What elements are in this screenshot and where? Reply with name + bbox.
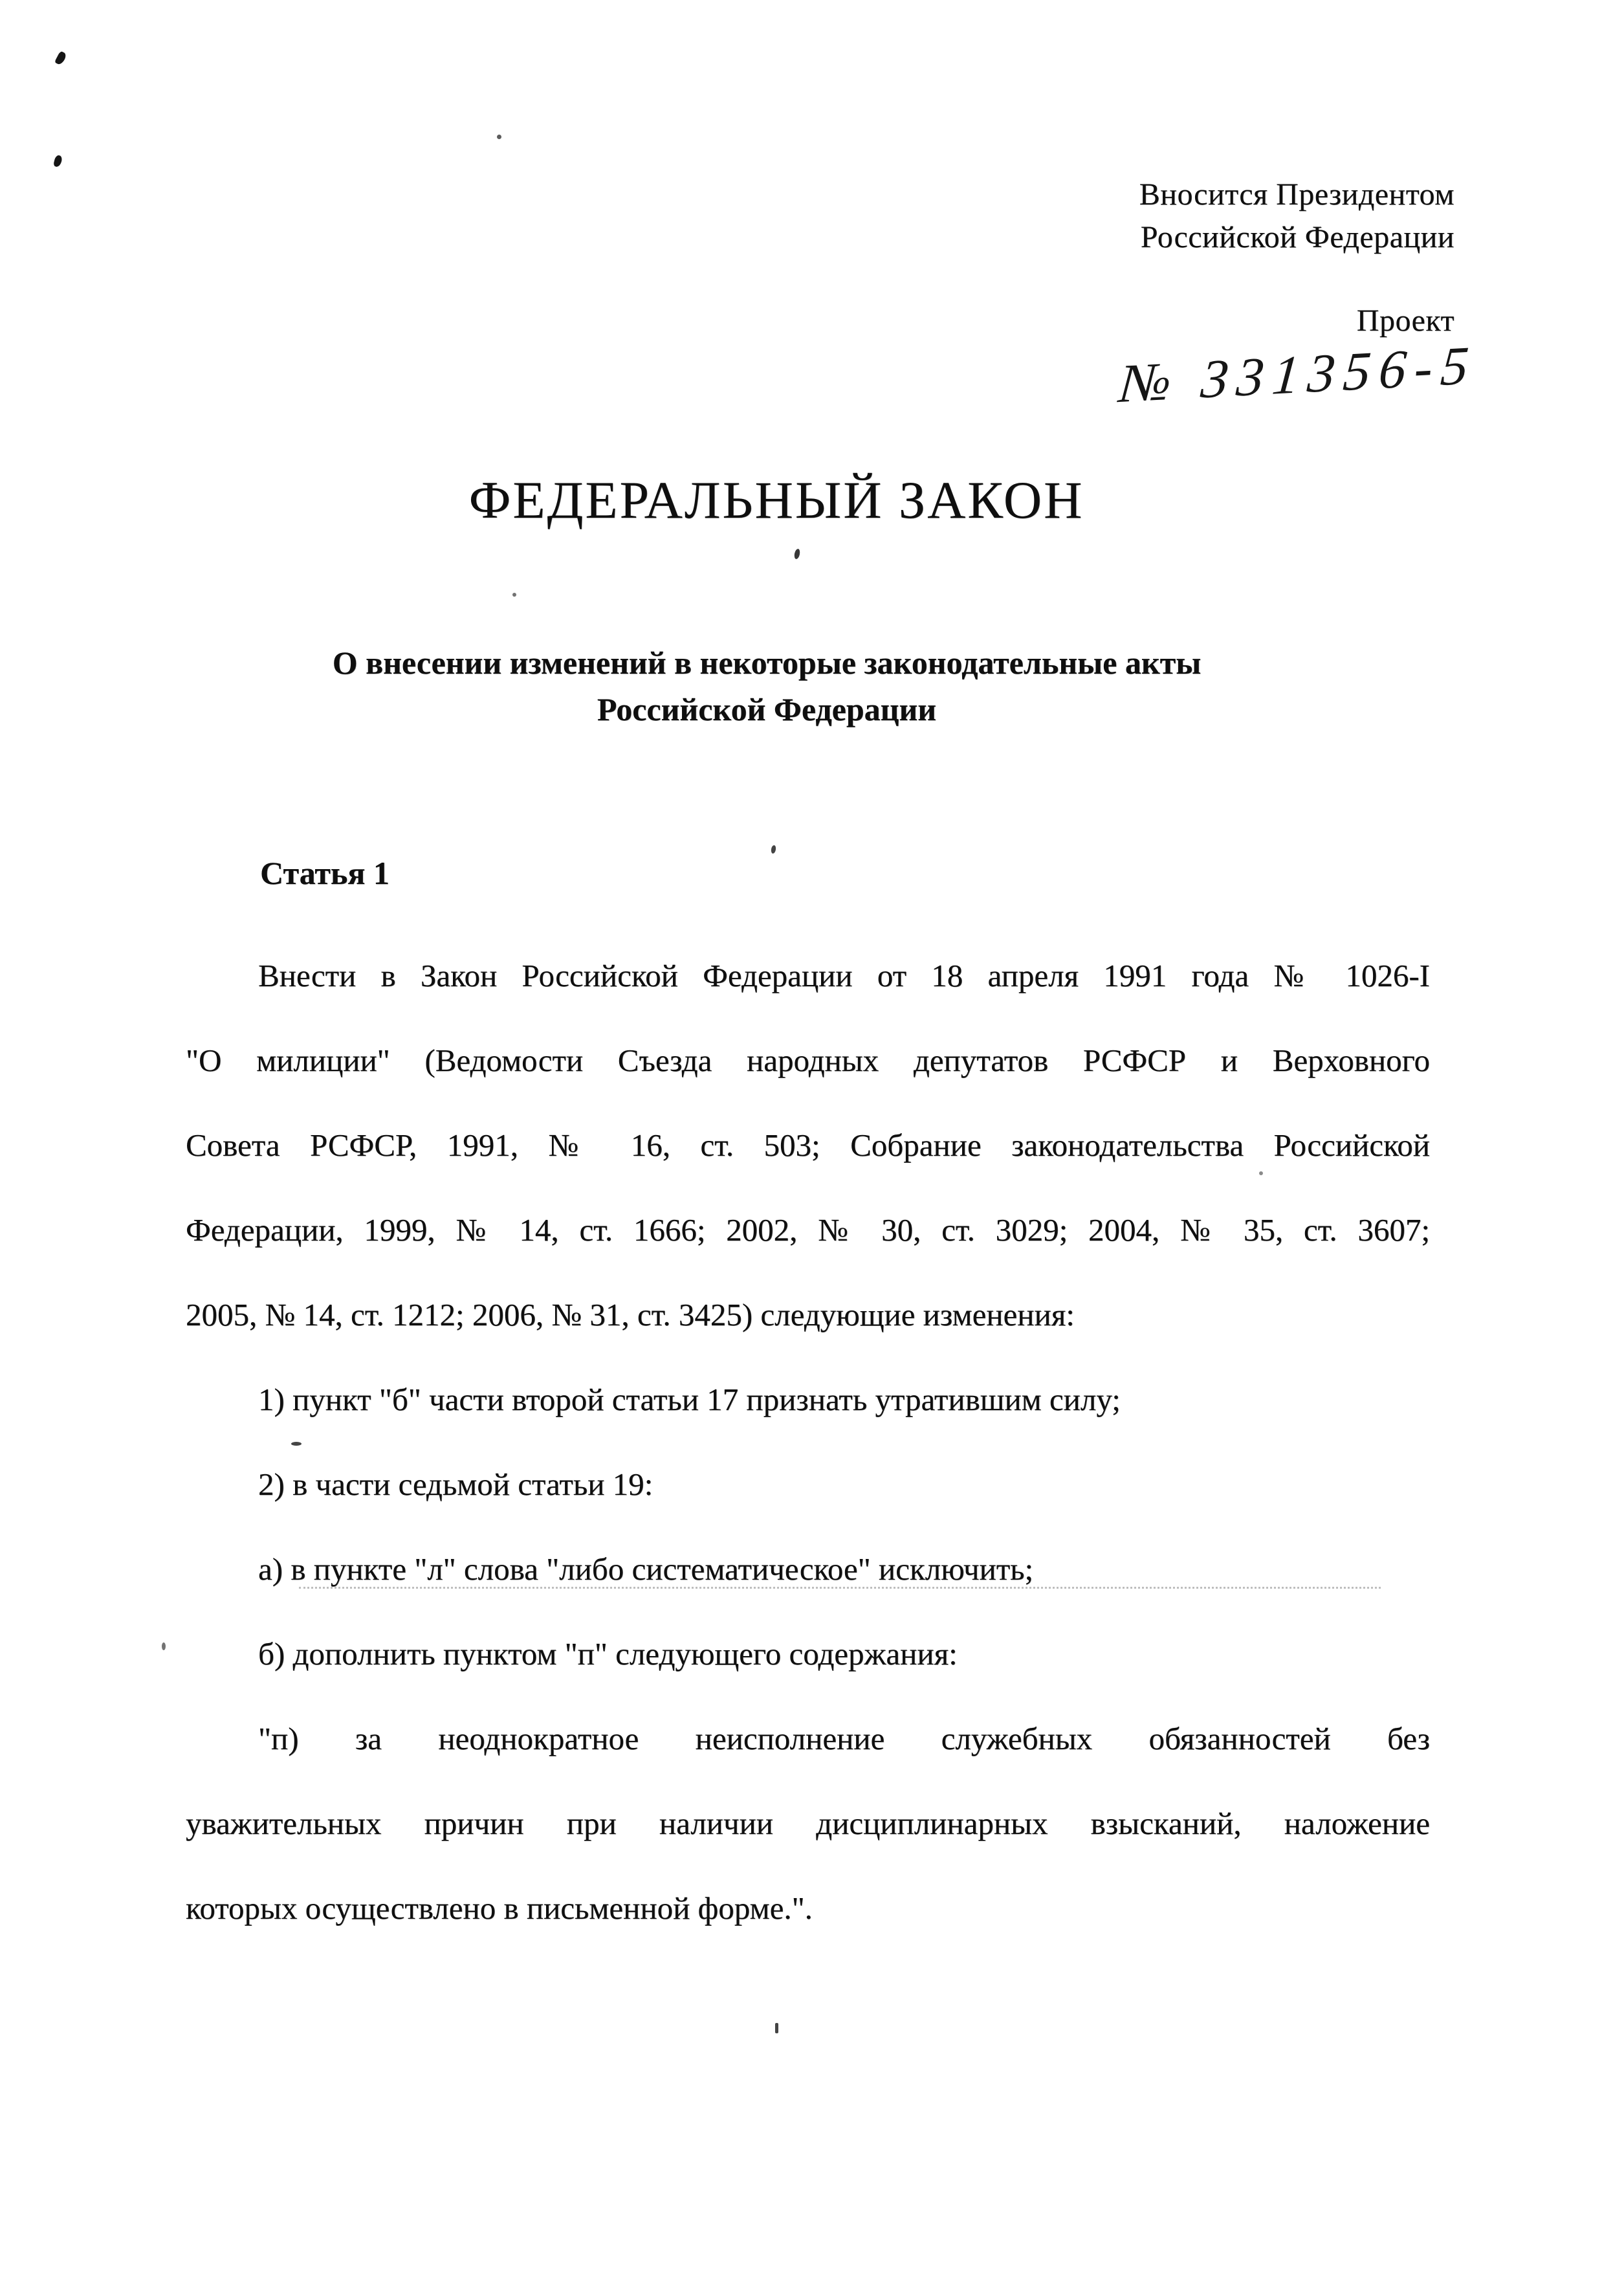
law-subtitle-line2: Российской Федерации — [597, 691, 937, 727]
body-line: 2005, № 14, ст. 1212; 2006, № 31, ст. 3425) следующие изменения: — [186, 1297, 1075, 1332]
body-line: уважительных причин при наличии дисциплинарных взысканий, наложение — [186, 1806, 1430, 1841]
law-subtitle-line1: О внесении изменений в некоторые законодательные акты — [332, 645, 1202, 681]
scan-speck — [53, 155, 63, 168]
body-line: "О милиции" (Ведомости Съезда народных депутатов РСФСР и Верховного — [186, 1043, 1430, 1078]
law-subtitle — [188, 639, 1346, 733]
submitter-line2: Российской Федерации — [1140, 220, 1454, 254]
body-line: 1) пункт "б" части второй статьи 17 признать утратившим силу; — [258, 1382, 1121, 1417]
body-line: 2) в части седьмой статьи 19: — [258, 1466, 653, 1502]
scan-speck — [793, 548, 800, 559]
body-line: "п) за неоднократное неисполнение служебных обязанностей без — [258, 1721, 1430, 1756]
body-line: б) дополнить пунктом "п" следующего содержания: — [258, 1636, 958, 1672]
scan-speck — [497, 135, 501, 139]
scan-speck — [771, 845, 776, 854]
body-text — [186, 933, 1430, 1950]
scan-speck — [512, 593, 516, 597]
submitter-note — [1139, 173, 1454, 259]
submitter-line1: Вносится Президентом — [1139, 177, 1454, 212]
draft-label: Проект — [1356, 304, 1454, 338]
body-line: Совета РСФСР, 1991, № 16, ст. 503; Собрание законодательства Российской — [186, 1127, 1430, 1163]
handwritten-registration-number: № 331356-5 — [1117, 335, 1480, 415]
body-line: Федерации, 1999, № 14, ст. 1666; 2002, № 30, ст. 3029; 2004, № 35, ст. 3607; — [186, 1212, 1430, 1248]
body-line: которых осуществлено в письменной форме.". — [186, 1890, 813, 1926]
scan-speck — [162, 1642, 166, 1650]
body-line: а) в пункте "л" слова "либо систематическое" исключить; — [258, 1551, 1034, 1587]
article-heading: Статья 1 — [260, 855, 390, 891]
scan-speck — [775, 2023, 778, 2033]
scan-speck — [54, 50, 67, 65]
body-line: Внести в Закон Российской Федерации от 18 апреля 1991 года № 1026-I — [258, 958, 1430, 993]
law-title: ФЕДЕРАЛЬНЫЙ ЗАКОН — [468, 470, 1084, 529]
